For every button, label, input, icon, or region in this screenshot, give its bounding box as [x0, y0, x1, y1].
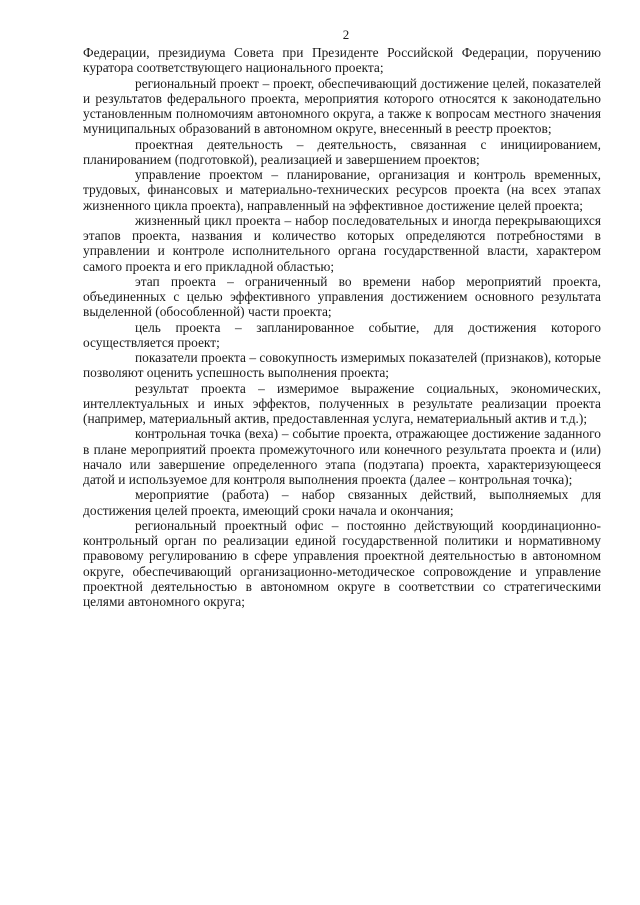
- paragraph-definition-regional-project: региональный проект – проект, обеспечивающий достижение целей, показателей и результатов федерального проекта, мероприятия которого относятся к законодательно установленным полномочиям автономного округа, а также к вопросам местного значения муниципальных образований в автономном округе, внесенный в реестр проектов;: [83, 75, 601, 137]
- paragraph-definition-regional-project-office: региональный проектный офис – постоянно действующий координационно-контрольный орган по реализации единой государственной политики и нормативному правовому регулированию в сфере управления проектной деятельностью в автономном округе, обеспечивающий организационно-методическое сопровождение и управление проектной деятельностью в автономном округе в соответствии со стратегическими целями автономного округа;: [83, 517, 601, 609]
- paragraph-definition-project-goal: цель проекта – запланированное событие, для достижения которого осуществляется проект;: [83, 319, 601, 350]
- paragraph-definition-activity: мероприятие (работа) – набор связанных действий, выполняемых для достижения целей проекта, имеющий сроки начала и окончания;: [83, 487, 601, 518]
- paragraph-definition-project-activity: проектная деятельность – деятельность, связанная с инициированием, планированием (подготовкой), реализацией и завершением проектов;: [83, 136, 601, 167]
- document-body: [83, 45, 601, 609]
- page-number: 2: [342, 27, 350, 42]
- paragraph-definition-milestone: контрольная точка (веха) – событие проекта, отражающее достижение заданного в плане мероприятий проекта промежуточного или конечного результата проекта и (или) начало или завершение определенного этапа (подэтапа) проекта, характеризующееся датой и используемое для контроля выполнения проекта (далее – контрольная точка);: [83, 426, 601, 487]
- paragraph-definition-project-stage: этап проекта – ограниченный во времени набор мероприятий проекта, объединенных с целью эффективного управления достижением основного результата выделенной (обособленной) части проекта;: [83, 273, 601, 320]
- paragraph-definition-project-lifecycle: жизненный цикл проекта – набор последовательных и иногда перекрывающихся этапов проекта, названия и количество которых определяются потребностями в управлении и контроле исполнительного органа государственной власти, характером самого проекта и его прикладной областью;: [83, 212, 601, 274]
- paragraph-continuation: Федерации, президиума Совета при Президенте Российской Федерации, поручению куратора соответствующего национального проекта;: [83, 45, 601, 76]
- paragraph-definition-project-result: результат проекта – измеримое выражение социальных, экономических, интеллектуальных и иных эффектов, полученных в результате реализации проекта (например, материальный актив, предоставленная услуга, нематериальный актив и т.д.);: [83, 380, 601, 426]
- paragraph-definition-project-management: управление проектом – планирование, организация и контроль временных, трудовых, финансовых и материально-технических ресурсов проекта (на всех этапах жизненного цикла проекта), направленный на эффективное достижение целей проекта;: [83, 167, 601, 213]
- paragraph-definition-project-indicators: показатели проекта – совокупность измеримых показателей (признаков), которые позволяют оценить успешность выполнения проекта;: [83, 350, 601, 381]
